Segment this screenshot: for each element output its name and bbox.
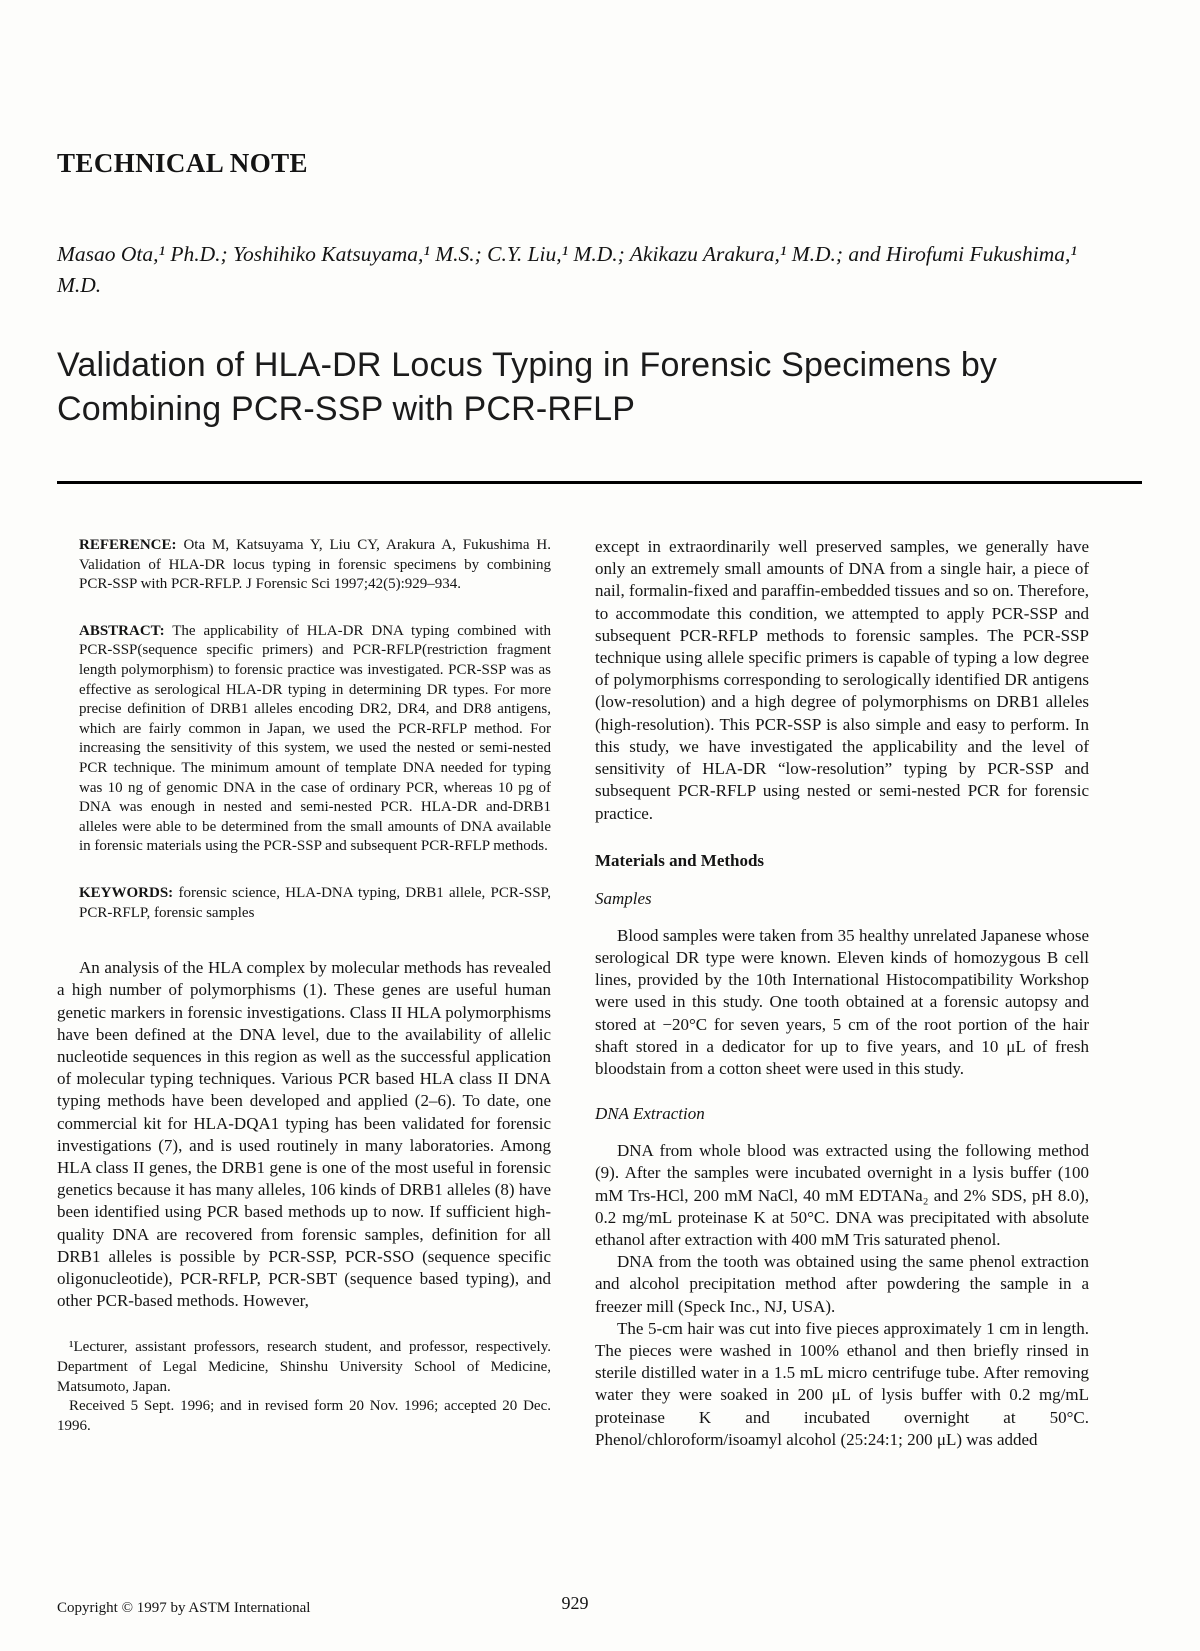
- copyright-notice: Copyright © 1997 by ASTM International: [57, 1600, 311, 1616]
- header-divider: [57, 481, 1142, 484]
- materials-and-methods-heading: Materials and Methods: [595, 850, 765, 870]
- footnotes-block: [57, 1338, 551, 1436]
- article-type-kicker: TECHNICAL NOTE: [57, 148, 308, 178]
- left-column: [57, 536, 551, 1451]
- dna-extraction-paragraph: DNA from the tooth was obtained using the same phenol extraction and alcohol precipitation method after powdering the sample in a freezer mill (Speck Inc., NJ, USA).: [595, 1252, 1089, 1316]
- article-title: Validation of HLA-DR Locus Typing in Forensic Specimens by Combining PCR-SSP with PCR-RFLP: [57, 346, 998, 428]
- abstract-text: The applicability of HLA-DR DNA typing combined with PCR-SSP(sequence specific primers) and PCR-RFLP(restriction fragment length polymorphism) to forensic practice was investigated. PCR-SSP was as effective as serological HLA-DR typing in determining DR types. For more precise definition of DRB1 alleles encoding DR2, DR4, and DR8 antigens, which are fairly common in Japan, we used the PCR-RFLP method. For increasing the sensitivity of this system, we used the nested or semi-nested PCR technique. The minimum amount of template DNA needed for typing was 10 ng of genomic DNA in the case of ordinary PCR, whereas 10 pg of DNA was enough in nested and semi-nested PCR. HLA-DR and-DRB1 alleles were able to be determined from the small amounts of DNA available in forensic materials using the PCR-SSP and subsequent PCR-RFLP methods.: [79, 622, 551, 855]
- samples-paragraph: Blood samples were taken from 35 healthy unrelated Japanese whose serological DR type were known. Eleven kinds of homozygous B cell lines, provided by the 10th International Histocompatibility Workshop were used in this study. One tooth obtained at a forensic autopsy and stored at −20°C for seven years, 5 cm of the root portion of the hair shaft stored in a dedicator for up to five years, and 10 μL of fresh bloodstain from a cotton sheet were used in this study.: [595, 925, 1089, 1078]
- samples-heading: Samples: [595, 888, 652, 908]
- dna-extraction-paragraph: The 5-cm hair was cut into five pieces approximately 1 cm in length. The pieces were washed in 100% ethanol and then briefly rinsed in sterile distilled water in a 1.5 mL micro centrifuge tube. After removing water they were soaked in 200 μL of lysis buffer with 0.2 mg/mL proteinase K and incubated overnight at 50°C. Phenol/chloroform/isoamyl alcohol (25:24:1; 200 μL) was added: [595, 1318, 1089, 1449]
- front-matter: [57, 536, 551, 923]
- footnote-received-dates: Received 5 Sept. 1996; and in revised form 20 Nov. 1996; accepted 20 Dec. 1996.: [57, 1398, 551, 1434]
- two-column-body: [57, 536, 1089, 1451]
- reference-label: REFERENCE:: [79, 537, 177, 554]
- dna-extraction-paragraph: DNA from whole blood was extracted using the following method (9). After the samples were incubated overnight in a lysis buffer (100 mM Trs-HCl, 200 mM NaCl, 40 mM EDTANa₂ and 2% SDS, pH 8.0), 0.2 mg/mL proteinase K at 50°C. DNA was precipitated with absolute ethanol after extraction with 400 mM Tris saturated phenol.: [595, 1141, 1089, 1249]
- dna-extraction-heading: DNA Extraction: [595, 1104, 705, 1124]
- article-header: [57, 148, 1142, 431]
- abstract-paragraph: [79, 622, 551, 857]
- intro-paragraph: An analysis of the HLA complex by molecular methods has revealed a high number of polymorphisms (1). These genes are useful human genetic markers in forensic investigations. Class II HLA polymorphisms have been defined at the DNA level, due to the availability of allelic nucleotide sequences in this region as well as the successful application of molecular typing techniques. Various PCR based HLA class II DNA typing methods have been developed and applied (2–6). To date, one commercial kit for HLA-DQA1 typing has been validated for forensic investigations (7), and is used routinely in many laboratories. Among HLA class II genes, the DRB1 gene is one of the most useful in forensic genetics because it has many alleles, 106 kinds of DRB1 alleles (8) have been identified using PCR based methods up to now. If sufficient high-quality DNA are recovered from forensic samples, definition for all DRB1 alleles is possible by PCR-SSP, PCR-SSO (sequence specific oligonucleotide), PCR-RFLP, PCR-SBT (sequence based typing), and other PCR-based methods. However,: [57, 958, 551, 1311]
- abstract-label: ABSTRACT:: [79, 622, 165, 639]
- keywords-paragraph: [79, 884, 551, 923]
- page-number: 929: [561, 1593, 589, 1613]
- reference-paragraph: [79, 536, 551, 595]
- keywords-text: forensic science, HLA-DNA typing, DRB1 allele, PCR-SSP, PCR-RFLP, forensic samples: [79, 884, 551, 921]
- right-column: [595, 536, 1089, 1451]
- footnote-affiliation: ¹Lecturer, assistant professors, research student, and professor, respectively. Department of Legal Medicine, Shinshu University School of Medicine, Matsumoto, Japan.: [57, 1339, 551, 1395]
- intro-continuation-paragraph: except in extraordinarily well preserved samples, we generally have only an extremely small amounts of DNA from a single hair, a piece of nail, formalin-fixed and paraffin-embedded tissues and so on. Therefore, to accommodate this condition, we attempted to apply PCR-SSP and subsequent PCR-RFLP methods to forensic samples. The PCR-SSP technique using allele specific primers is capable of typing a low degree of polymorphisms corresponding to serologically identified DR antigens (low-resolution) and a high degree of polymorphisms on DRB1 alleles (high-resolution). This PCR-SSP is also simple and easy to perform. In this study, we have investigated the applicability and the level of sensitivity of HLA-DR “low-resolution” typing by PCR-SSP and subsequent PCR-RFLP using nested or semi-nested PCR for forensic practice.: [595, 537, 1089, 823]
- reference-text: Ota M, Katsuyama Y, Liu CY, Arakura A, Fukushima H. Validation of HLA-DR locus typing in forensic specimens by combining PCR-SSP with PCR-RFLP. J Forensic Sci 1997;42(5):929–934.: [79, 537, 551, 593]
- author-byline: Masao Ota,¹ Ph.D.; Yoshihiko Katsuyama,¹ M.S.; C.Y. Liu,¹ M.D.; Akikazu Arakura,¹ M.D.; and Hirofumi Fukushima,¹ M.D.: [57, 242, 1077, 297]
- keywords-label: KEYWORDS:: [79, 884, 174, 901]
